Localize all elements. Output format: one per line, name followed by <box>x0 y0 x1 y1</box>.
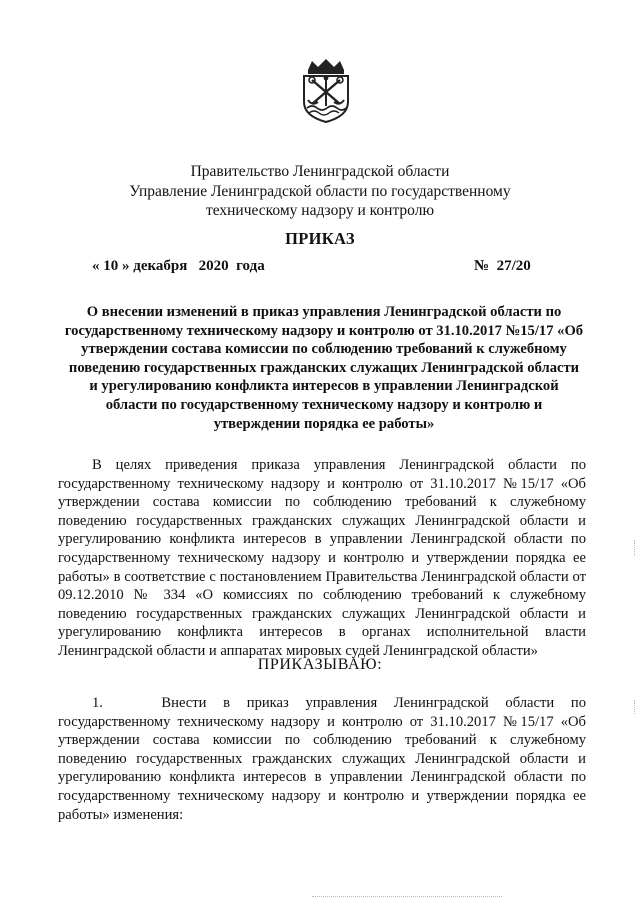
document-title: ПРИКАЗ <box>285 229 355 248</box>
preamble-paragraph: В целях приведения приказа управления Ленинградской области по государственному техническому надзору и контролю от 31.10.2017 №15/17 «Об утверждении состава комиссии по соблюдению требований к служебному поведению государственных гражданских служащих Ленинградской области и урегулированию конфликта интересов в управлении Ленинградской области по государственному техническому надзору и контролю и утверждении порядка ее работы» в соответствие с постановлением Правительства Ленинградской области от 09.12.2010 № 334 «О комиссиях по соблюдению требований к служебному поведению государственных гражданских служащих Ленинградской области и урегулированию конфликта интересов в органах исполнительной власти Ленинградской области и аппаратах мировых судей Ленинградской области» <box>58 457 586 659</box>
header-org-line-2: Управление Ленинградской области по государственному <box>129 183 511 200</box>
scan-edge-marks <box>634 540 638 556</box>
document-subject: О внесении изменений в приказ управления Ленинградской области по государственному техническому надзору и контролю от 31.10.2017 №15/17 «Об утверждении состава комиссии по соблюдению требований к служебному поведению государственных гражданских служащих Ленинградской области и урегулированию конфликта интересов в управлении Ленинградской области по государственному техническому надзору и контролю и утверждении порядка ее работы» <box>64 304 584 432</box>
coat-of-arms-emblem <box>300 58 352 124</box>
order-item-1: 1. Внести в приказ управления Ленинградской области по государственному техническому надзору и контролю от 31.10.2017 №15/17 «Об утверждении состава комиссии по соблюдению требований к служебному поведению государственных гражданских служащих Ленинградской области и урегулированию конфликта интересов в управлении Ленинградской области по государственному техническому надзору и контролю и утверждении порядка ее работы» изменения: <box>58 695 590 823</box>
scan-edge-marks <box>634 700 638 714</box>
header-org-line-1: Правительство Ленинградской области <box>190 163 450 180</box>
document-date: « 10 » декабря 2020 года <box>92 258 265 274</box>
scan-bottom-marks <box>312 896 502 897</box>
order-heading: ПРИКАЗЫВАЮ: <box>257 656 383 673</box>
document-number: № 27/20 <box>474 258 531 274</box>
header-org-line-3: техническому надзору и контролю <box>205 202 435 219</box>
